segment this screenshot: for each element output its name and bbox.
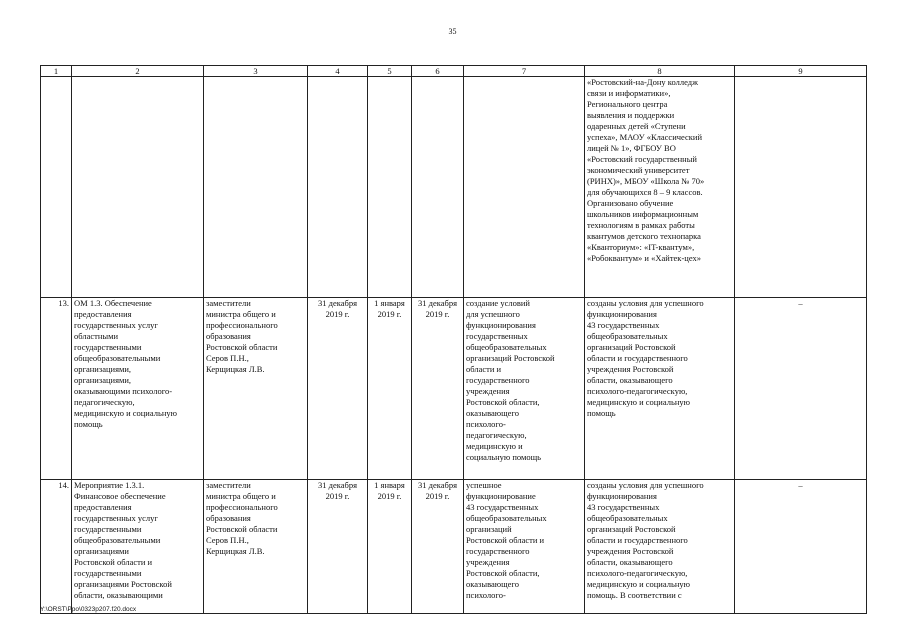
responsible-persons: заместители министра общего и профессионального образования Ростовской области Серов П.Н., Керщицкая Л.В.	[206, 480, 278, 556]
table-row	[41, 480, 867, 614]
row-number: 13.	[41, 298, 72, 480]
actual-result: созданы условия для успешного функционирования 43 государственных общеобразовательных организаций Ростовской области и государственного учреждения Ростовской области, оказывающего психолого-педагогическую, медицинскую и социальную помощь. В соответствии с	[587, 480, 704, 600]
end-date: 31 декабря 2019 г.	[418, 480, 457, 501]
page-number: 35	[448, 27, 457, 36]
column-number: 7	[464, 66, 585, 77]
column-number-row	[41, 66, 867, 77]
planned-date: 31 декабря 2019 г.	[318, 480, 357, 501]
continuation-row	[41, 77, 867, 298]
report-table	[40, 65, 867, 614]
start-date: 1 января 2019 г.	[374, 480, 405, 501]
column-number: 1	[41, 66, 72, 77]
row-number: 14.	[41, 480, 72, 614]
column-number: 5	[368, 66, 412, 77]
column-number: 6	[412, 66, 464, 77]
actual-result-text: «Ростовский-на-Дону колледж связи и информатики», Регионального центра выявления и поддержки одаренных детей «Ступени успеха», МАОУ «Классический лицей № 1», ФГБОУ ВО «Ростовский государственный экономический университет (РИНХ)», МБОУ «Школа № 70» для обучающихся 8 – 9 классов. Организовано обучение школьников информационным технологиям в рамках работы квантумов детского технопарка «Кванториум»: «IT-квантум», «Робоквантум» и «Хайтек-цех»	[587, 77, 705, 263]
reason-cell: –	[735, 480, 867, 614]
column-number: 4	[308, 66, 368, 77]
activity-name: Мероприятие 1.3.1. Финансовое обеспечение предоставления государственных услуг государственными общеобразовательными организациями Ростовской области и государственными организациями Ростовской области, оказывающими	[74, 480, 172, 600]
activity-name: ОМ 1.3. Обеспечение предоставления государственных услуг областными государственными общеобразовательными организациями, организациями, оказывающими психолого- педагогическую, медицинскую и социальную помощь	[74, 298, 177, 429]
expected-result: создание условий для успешного функционирования государственных общеобразовательных организаций Ростовской области и государственного учреждения Ростовской области, оказывающего психолого- педагогическую, медицинскую и социальную помощь	[466, 298, 555, 462]
start-date: 1 января 2019 г.	[374, 298, 405, 319]
expected-result: успешное функционирование 43 государственных общеобразовательных организаций Ростовской области и государственного учреждения Ростовской области, оказывающего психолого-	[466, 480, 547, 600]
column-number: 3	[204, 66, 308, 77]
column-number: 8	[585, 66, 735, 77]
table-row	[41, 298, 867, 480]
actual-result: созданы условия для успешного функционирования 43 государственных общеобразовательных организаций Ростовской области и государственного учреждения Ростовской области, оказывающего психолого-педагогическую, медицинскую и социальную помощь	[587, 298, 704, 418]
column-number: 2	[72, 66, 204, 77]
reason-cell: –	[735, 298, 867, 480]
planned-date: 31 декабря 2019 г.	[318, 298, 357, 319]
end-date: 31 декабря 2019 г.	[418, 298, 457, 319]
file-path-footer: Y:\ORST\Ppo\0323p207.f20.docx	[40, 606, 137, 613]
column-number: 9	[735, 66, 867, 77]
responsible-persons: заместители министра общего и профессионального образования Ростовской области Серов П.Н., Керщицкая Л.В.	[206, 298, 278, 374]
